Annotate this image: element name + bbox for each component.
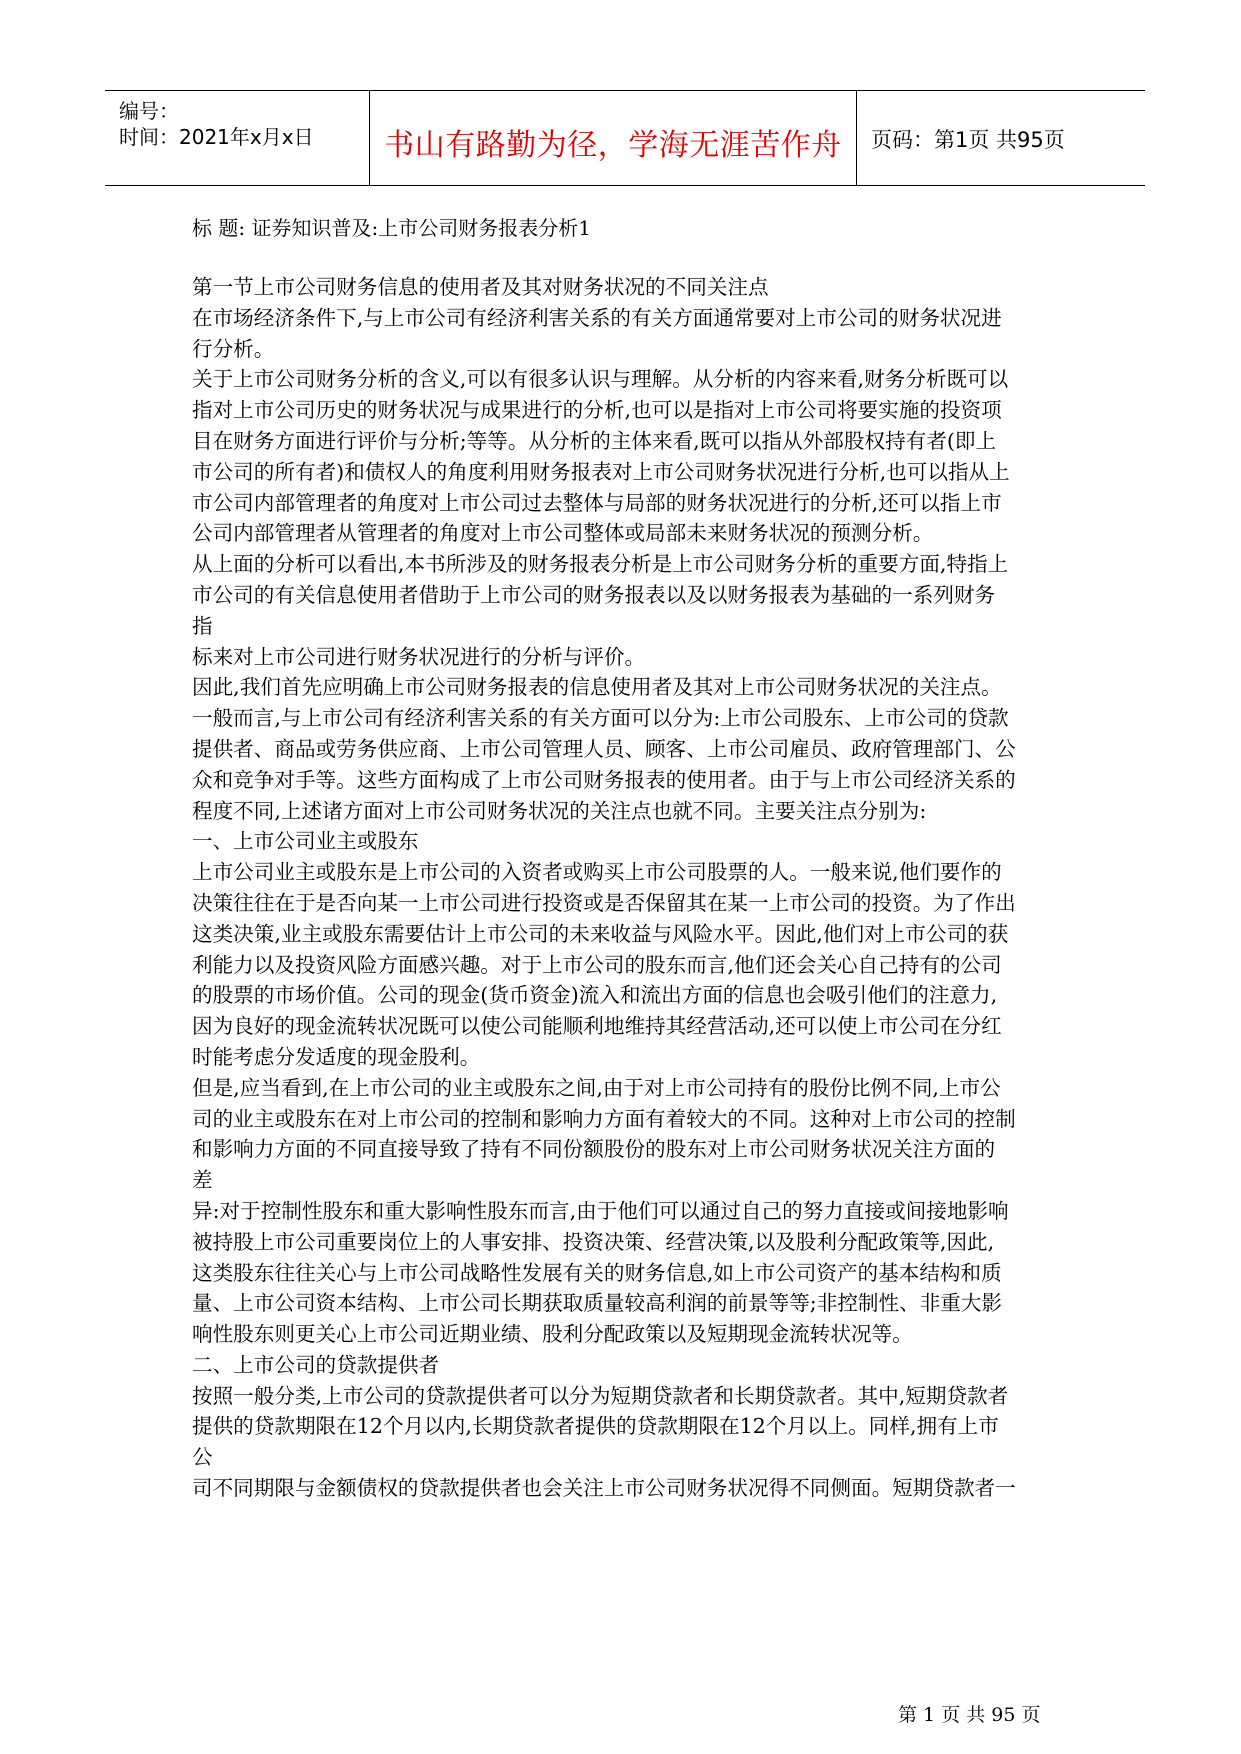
body-text-line: 利能力以及投资风险方面感兴趣。对于上市公司的股东而言,他们还会关心自己持有的公司 [192,952,1002,977]
body-text-line: 公 [192,1445,213,1470]
body-text-line: 响性股东则更关心上市公司近期业绩、股利分配政策以及短期现金流转状况等。 [192,1322,913,1347]
body-text-line: 目在财务方面进行评价与分析;等等。从分析的主体来看,既可以指从外部股权持有者(即上 [192,428,997,453]
body-text-line: 行分析。 [192,336,275,361]
page-footer: 第 1 页 共 95 页 [898,1704,1041,1726]
body-text-line: 第一节上市公司财务信息的使用者及其对财务状况的不同关注点 [192,275,769,299]
header-page-cell [857,91,1145,185]
body-text-line: 因为良好的现金流转状况既可以使公司能顺利地维持其经营活动,还可以使上市公司在分红 [192,1014,1002,1039]
body-text-line: 从上面的分析可以看出,本书所涉及的财务报表分析是上市公司财务分析的重要方面,特指上 [192,552,1009,577]
body-text-line: 这类决策,业主或股东需要估计上市公司的未来收益与风险水平。因此,他们对上市公司的获 [192,921,1009,946]
body-text-line: 但是,应当看到,在上市公司的业主或股东之间,由于对上市公司持有的股份比例不同,上市公 [192,1075,1001,1100]
body-text-line: 指 [192,613,213,638]
body-text-line: 差 [192,1168,213,1193]
document-header [105,90,1145,186]
body-text-line: 和影响力方面的不同直接导致了持有不同份额股份的股东对上市公司财务状况关注方面的 [192,1137,996,1162]
body-text-line: 上市公司业主或股东是上市公司的入资者或购买上市公司股票的人。一般来说,他们要作的 [192,860,1002,885]
body-text-line: 市公司的有关信息使用者借助于上市公司的财务报表以及以财务报表为基础的一系列财务 [192,582,996,607]
document-number-label: 编号： [119,99,179,123]
body-text-line: 在市场经济条件下,与上市公司有经济利害关系的有关方面通常要对上市公司的财务状况进 [192,305,1002,330]
body-text-line: 量、上市公司资本结构、上市公司长期获取质量较高利润的前景等等;非控制性、非重大影 [192,1291,1003,1316]
body-text-line: 二、上市公司的贷款提供者 [192,1352,440,1377]
header-motto-cell [370,91,857,185]
body-text-line: 市公司的所有者)和债权人的角度利用财务报表对上市公司财务状况进行分析,也可以指从上 [192,459,1010,484]
body-text-line: 按照一般分类,上市公司的贷款提供者可以分为短期贷款者和长期贷款者。其中,短期贷款者 [192,1383,1009,1408]
document-body [192,272,1062,1504]
header-motto: 书山有路勤为径，学海无涯苦作舟 [384,128,842,163]
body-text-line: 这类股东往往关心与上市公司战略性发展有关的财务信息,如上市公司资产的基本结构和质 [192,1260,1002,1285]
body-text-line: 时能考虑分发适度的现金股利。 [192,1044,481,1069]
body-text-line: 程度不同,上述诸方面对上市公司财务状况的关注点也就不同。主要关注点分别为: [192,798,927,823]
body-text-line: 被持股上市公司重要岗位上的人事安排、投资决策、经营决策,以及股利分配政策等,因此, [192,1229,995,1254]
body-text-line: 提供的贷款期限在12个月以内,长期贷款者提供的贷款期限在12个月以上。同样,拥有上市 [192,1414,999,1439]
header-info-cell [105,91,370,185]
body-text-line: 司的业主或股东在对上市公司的控制和影响力方面有着较大的不同。这种对上市公司的控制 [192,1106,1016,1131]
body-text-line: 一般而言,与上市公司有经济利害关系的有关方面可以分为:上市公司股东、上市公司的贷款 [192,706,1009,731]
body-text-line: 市公司内部管理者的角度对上市公司过去整体与局部的财务状况进行的分析,还可以指上市 [192,490,1002,515]
body-text-line: 一、上市公司业主或股东 [192,829,419,854]
body-text-line: 众和竞争对手等。这些方面构成了上市公司财务报表的使用者。由于与上市公司经济关系的 [192,767,1016,792]
document-title: 标 题: 证券知识普及:上市公司财务报表分析1 [192,216,591,240]
document-time-label: 时间：2021年x月x日 [119,125,314,149]
body-text-line: 指对上市公司历史的财务状况与成果进行的分析,也可以是指对上市公司将要实施的投资项 [192,398,1002,423]
body-text-line: 的股票的市场价值。公司的现金(货币资金)流入和流出方面的信息也会吸引他们的注意力, [192,983,998,1008]
body-text-line: 公司内部管理者从管理者的角度对上市公司整体或局部未来财务状况的预测分析。 [192,521,934,546]
body-text-line: 提供者、商品或劳务供应商、上市公司管理人员、顾客、上市公司雇员、政府管理部门、公 [192,736,1016,761]
body-text-line: 标来对上市公司进行财务状况进行的分析与评价。 [192,644,646,669]
body-text-line: 决策往往在于是否向某一上市公司进行投资或是否保留其在某一上市公司的投资。为了作出 [192,890,1016,915]
body-text-line: 司不同期限与金额债权的贷款提供者也会关注上市公司财务状况得不同侧面。短期贷款者一 [192,1476,1016,1501]
body-text-line: 异:对于控制性股东和重大影响性股东而言,由于他们可以通过自己的努力直接或间接地影响 [192,1198,1009,1223]
body-text-line: 因此,我们首先应明确上市公司财务报表的信息使用者及其对上市公司财务状况的关注点。 [192,675,1002,700]
header-page-code: 页码：第1页 共95页 [871,128,1065,152]
body-text-line: 关于上市公司财务分析的含义,可以有很多认识与理解。从分析的内容来看,财务分析既可以 [192,367,1009,392]
